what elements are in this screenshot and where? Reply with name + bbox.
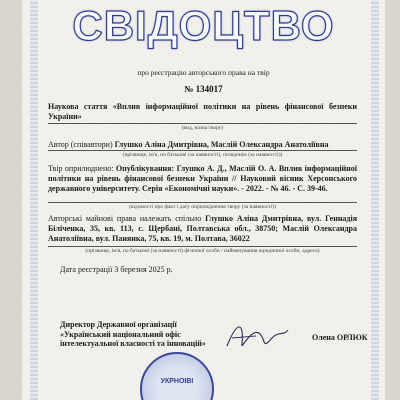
signature-image bbox=[222, 316, 292, 356]
seal-text: УКРНОІВІ bbox=[160, 378, 194, 385]
left-border-ornament bbox=[30, 0, 38, 400]
publication-value: Опублікування: Глушко А. Д., Маслій О. А. Вплив інформаційної політики на рівень фінансової безпеки України // Науковий вісник Херсонського державного університету. Серія «Економічні науки». - 2022. - № 46. - С. 39-46. bbox=[48, 164, 357, 193]
author-value: Глушко Аліна Дмитрівна, Маслій Олександра Анатоліївна bbox=[114, 140, 329, 149]
certificate-number: № 134017 bbox=[184, 84, 223, 94]
certificate-title bbox=[22, 2, 385, 50]
certificate-sheet bbox=[22, 0, 385, 400]
author-line bbox=[48, 140, 357, 150]
owners-value: Глушко Аліна Дмитрівна, вул. Геннадія Біліченка, 35, кв. 113, с. Щербані, Полтавська обл., 38750; Маслій Олександра Анатоліївна, вул. Панянка, 75, кв. 19, м. Полтава, 36022 bbox=[48, 214, 358, 243]
official-seal bbox=[140, 352, 214, 400]
publication-caption: (відомості про факт і дату оприлюднення твору (за наявності)) bbox=[129, 204, 276, 210]
divider-2 bbox=[48, 150, 357, 151]
owners-label: Авторські майнові права належать спільно bbox=[48, 214, 202, 223]
divider-3 bbox=[48, 202, 357, 203]
title-text: СВІДОЦТВО bbox=[72, 2, 335, 49]
author-caption: (прізвище, ім'я, по батькові (за наявності), псевдонім (за наявності)) bbox=[122, 152, 283, 158]
work-title-caption: (вид, назва твору) bbox=[181, 125, 224, 131]
divider-4 bbox=[48, 246, 357, 247]
work-title: Наукова стаття «Вплив інформаційної політики на рівень фінансової безпеки України» bbox=[48, 102, 357, 121]
certificate-subtitle: про реєстрацію авторського права на твір bbox=[137, 68, 270, 77]
owners-line bbox=[48, 214, 357, 244]
author-label: Автор (співавтори) bbox=[48, 140, 113, 149]
director-title: Директор Державної організації «Український національний офіс інтелектуальної власності та інновацій» bbox=[60, 320, 206, 348]
registration-date: Дата реєстрації 3 березня 2025 р. bbox=[60, 265, 173, 274]
publication-line bbox=[48, 164, 357, 194]
divider-1 bbox=[48, 123, 357, 124]
owners-caption: (прізвище, ім'я, по батькові (за наявності) фізичної особи / найменування юридичної особи, адреса) bbox=[85, 248, 320, 254]
signer-name: Олена ОРЛЮК bbox=[312, 333, 368, 342]
right-border-ornament bbox=[371, 0, 379, 400]
publication-label: Твір оприлюднено: bbox=[48, 164, 114, 173]
